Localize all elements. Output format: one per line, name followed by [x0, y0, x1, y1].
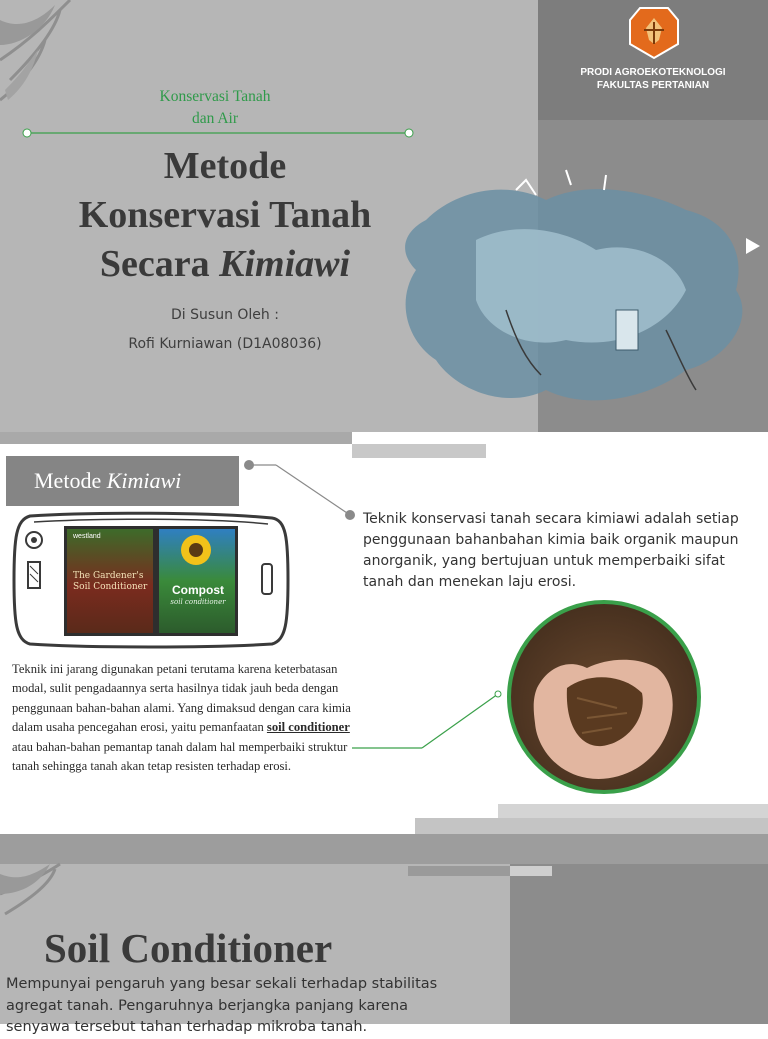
university-shield-icon [626, 4, 682, 60]
author-label: Di Susun Oleh : [171, 307, 279, 323]
sunflower-icon [179, 533, 213, 567]
lab-splash-illustration [366, 160, 768, 420]
slide-title: Soil Conditioner [44, 925, 333, 971]
soil-conditioner-package [67, 529, 153, 633]
slide-text: Mempunyai pengaruh yang besar sekali terhadap stabilitas agregat tanah. Pengaruhnya berjangka panjang karena senyawa tersebut tahan terhadap mikroba tanah. [6, 976, 438, 1035]
image-connector [352, 690, 502, 752]
title-slide [0, 0, 768, 432]
section-heading [6, 456, 239, 506]
soil-in-hand-photo [507, 600, 701, 794]
heading-italic: Kimiawi [106, 468, 182, 493]
faculty-line: FAKULTAS PERTANIAN [596, 80, 710, 91]
soil-conditioner-highlight: soil conditioner [266, 720, 350, 735]
explanation-text [12, 660, 362, 776]
explanation-part-1: Teknik ini jarang digunakan petani terutama karena keterbatasan modal, sulit pengadaannya serta hasilnya tidak jauh beda dengan penggunaan bahan-bahan alami. Yang dimaksud dengan cara kimia dalam usaha pencegahan erosi, yaitu pemanfaatan [12, 662, 351, 735]
right-panel [510, 864, 768, 1024]
title-divider [22, 127, 414, 139]
package-brand: westland [73, 533, 101, 540]
course-name [110, 86, 320, 130]
top-bar-accent [352, 444, 486, 458]
hand-holding-soil-icon [527, 648, 677, 788]
grass-decoration [0, 0, 120, 140]
product-image [64, 526, 238, 636]
compost-package [159, 529, 235, 633]
top-bar [0, 432, 352, 444]
title-line-3 [30, 240, 420, 289]
title-line-2: Konservasi Tanah [78, 194, 372, 236]
compost-sublabel: soil conditioner [170, 598, 226, 606]
method-slide [0, 432, 768, 864]
soil-conditioner-slide [0, 864, 768, 1035]
bottom-bar-light [498, 804, 768, 818]
explanation-part-2: atau bahan-bahan pemantap tanah dalam hal memperbaiki struktur tanah sehingga tanah akan tetap resisten terhadap erosi. [12, 739, 348, 774]
course-line-1: Konservasi Tanah [159, 88, 271, 105]
title-line-1: Metode [163, 145, 287, 187]
bottom-bar-mid [415, 818, 768, 834]
institution-label [560, 66, 746, 92]
prodi-line: PRODI AGROEKOTEKNOLOGI [580, 67, 726, 78]
title-italic: Kimiawi [219, 243, 351, 285]
title-regular: Secara [99, 243, 210, 285]
package-label: The Gardener's Soil Conditioner [73, 571, 148, 592]
top-bar-accent [510, 866, 552, 876]
author-name: Rofi Kurniawan (D1A08036) [128, 336, 322, 352]
definition-text: Teknik konservasi tanah secara kimiawi adalah setiap penggunaan bahanbahan kimia baik organik maupun anorganik, yang bertujuan untuk memperbaiki sifat tanah dan menekan laju erosi. [363, 511, 739, 590]
bottom-bar-dark [0, 834, 768, 864]
slide-title [30, 142, 420, 289]
compost-label: Compost [172, 583, 224, 597]
top-bar [408, 866, 510, 876]
heading-regular: Metode [34, 468, 102, 493]
course-line-2: dan Air [191, 110, 239, 127]
